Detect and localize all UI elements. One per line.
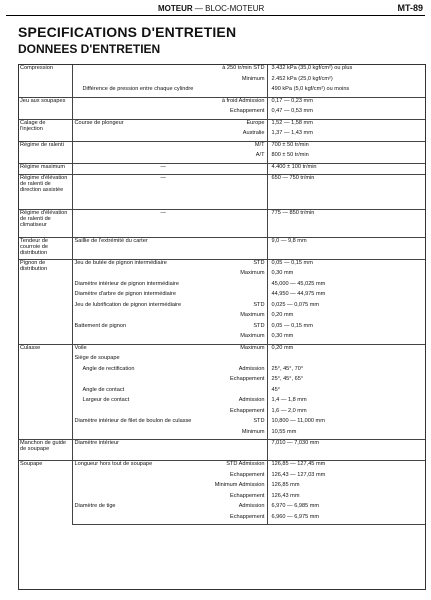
spec-row bbox=[18, 514, 426, 525]
spec-value: 650 — 750 tr/min bbox=[271, 175, 315, 181]
spec-description-cell bbox=[72, 344, 168, 355]
spec-condition: Maximum bbox=[240, 344, 265, 351]
spec-condition: Admission bbox=[238, 365, 265, 372]
spec-condition-cell bbox=[168, 175, 267, 210]
spec-value: 10,800 — 11,000 mm bbox=[271, 418, 325, 425]
spec-condition-cell bbox=[168, 333, 267, 344]
spec-condition-cell bbox=[168, 312, 267, 323]
spec-description: — bbox=[160, 210, 166, 216]
spec-row bbox=[18, 238, 426, 259]
spec-value-cell bbox=[267, 323, 426, 334]
spec-condition: STD bbox=[253, 322, 265, 329]
spec-condition: Minimum bbox=[241, 428, 265, 435]
spec-description: Voile bbox=[74, 344, 87, 351]
group-label: Manchon de guide de soupape bbox=[20, 440, 67, 453]
spec-row bbox=[18, 472, 426, 483]
spec-row bbox=[18, 291, 426, 302]
spec-description-cell bbox=[72, 130, 168, 141]
spec-condition: à froid Admission bbox=[221, 97, 265, 104]
spec-value: 7,010 — 7,030 mm bbox=[271, 440, 320, 447]
spec-value: 6,970 — 6,985 mm bbox=[271, 503, 320, 510]
spec-value-cell bbox=[267, 163, 426, 175]
group-label-cell bbox=[18, 119, 72, 141]
spec-condition: STD bbox=[253, 418, 265, 425]
spec-value: 800 ± 50 tr/min bbox=[271, 152, 309, 158]
spec-value-cell bbox=[267, 333, 426, 344]
spec-description-cell bbox=[72, 175, 168, 210]
header-rule bbox=[6, 15, 425, 16]
spec-table-body bbox=[18, 65, 426, 525]
spec-value: 0,20 mm bbox=[271, 344, 294, 351]
spec-row bbox=[18, 119, 426, 130]
spec-row bbox=[18, 482, 426, 493]
spec-description-cell bbox=[72, 119, 168, 130]
spec-condition-cell bbox=[168, 482, 267, 493]
page-number: MT-89 bbox=[397, 3, 423, 13]
spec-value-cell bbox=[267, 366, 426, 377]
spec-condition-cell bbox=[168, 461, 267, 472]
spec-condition-cell bbox=[168, 65, 267, 76]
spec-row bbox=[18, 108, 426, 119]
spec-value-cell bbox=[267, 259, 426, 270]
spec-description-cell bbox=[72, 397, 168, 408]
header-section bbox=[158, 4, 264, 13]
spec-value: 45° bbox=[271, 386, 280, 393]
spec-value: 0,025 — 0,075 mm bbox=[271, 301, 320, 308]
spec-value: 126,85 — 127,45 mm bbox=[271, 461, 326, 468]
spec-value-cell bbox=[267, 482, 426, 493]
spec-row bbox=[18, 333, 426, 344]
spec-value-cell bbox=[267, 472, 426, 483]
spec-row bbox=[18, 418, 426, 429]
spec-description-cell bbox=[72, 355, 168, 366]
spec-row bbox=[18, 461, 426, 472]
spec-description: Diamètre d'arbre de pignon intermédiaire bbox=[74, 291, 176, 298]
spec-value: 25°, 45°, 65° bbox=[271, 376, 304, 383]
spec-description: Longueur hors tout de soupape bbox=[74, 461, 153, 468]
spec-condition: M/T bbox=[254, 141, 265, 148]
spec-row bbox=[18, 175, 426, 210]
spec-description: Diamètre intérieur bbox=[74, 440, 119, 447]
spec-condition: Europe bbox=[246, 119, 265, 126]
spec-value-cell bbox=[267, 418, 426, 429]
spec-value-cell bbox=[267, 65, 426, 76]
spec-condition-cell bbox=[168, 281, 267, 292]
spec-condition-cell bbox=[168, 141, 267, 152]
spec-description: Battement de pignon bbox=[74, 322, 127, 329]
spec-condition-cell bbox=[168, 97, 267, 108]
spec-value: 126,43 mm bbox=[271, 492, 300, 499]
spec-condition: A/T bbox=[255, 152, 265, 158]
spec-value-cell bbox=[267, 387, 426, 398]
spec-row bbox=[18, 440, 426, 461]
spec-description: Angle de contact bbox=[82, 386, 125, 393]
spec-condition: à 250 tr/min STD bbox=[222, 65, 265, 71]
spec-condition-cell bbox=[168, 323, 267, 334]
spec-value-cell bbox=[267, 312, 426, 323]
spec-condition: Admission bbox=[238, 397, 265, 404]
spec-description-cell bbox=[72, 270, 168, 281]
spec-description: Jeu de butée de pignon intermédiaire bbox=[74, 259, 167, 266]
spec-condition-cell bbox=[168, 472, 267, 483]
group-label-cell bbox=[18, 210, 72, 238]
spec-condition-cell bbox=[168, 108, 267, 119]
spec-value: 0,05 — 0,15 mm bbox=[271, 259, 313, 266]
group-label-cell bbox=[18, 163, 72, 175]
spec-description-cell bbox=[72, 280, 179, 292]
spec-condition-cell bbox=[168, 440, 267, 461]
spec-row bbox=[18, 312, 426, 323]
header-dash: — bbox=[194, 4, 203, 13]
spec-value: 2.452 kPa (25,0 kgf/cm²) bbox=[271, 75, 333, 82]
spec-condition-cell bbox=[168, 376, 267, 387]
spec-condition-cell bbox=[168, 259, 267, 270]
spec-row bbox=[18, 355, 426, 366]
spec-value: 126,85 mm bbox=[271, 482, 300, 489]
group-label-cell bbox=[18, 97, 72, 119]
spec-value: 1,4 — 1,8 mm bbox=[271, 397, 307, 404]
spec-table bbox=[18, 64, 426, 525]
spec-value: 9,0 — 9,8 mm bbox=[271, 238, 307, 245]
spec-row bbox=[18, 210, 426, 238]
spec-value-cell bbox=[267, 408, 426, 419]
spec-row bbox=[18, 130, 426, 141]
group-label: Culasse bbox=[20, 344, 41, 351]
spec-condition-cell bbox=[168, 366, 267, 377]
spec-condition-cell bbox=[168, 355, 267, 366]
spec-description: Largeur de contact bbox=[82, 397, 130, 404]
spec-value: 0,05 — 0,15 mm bbox=[271, 322, 313, 329]
spec-condition: STD bbox=[253, 259, 265, 266]
spec-row bbox=[18, 86, 426, 97]
header-section-title: MOTEUR bbox=[158, 4, 193, 13]
spec-description-cell bbox=[72, 503, 168, 514]
spec-condition: Admission bbox=[238, 503, 265, 510]
spec-condition: STD bbox=[253, 301, 265, 308]
group-label: Régime d'élévation de ralenti de climatiseur bbox=[20, 210, 68, 229]
spec-condition: Echappement bbox=[229, 407, 265, 414]
spec-condition: Maximum bbox=[240, 270, 265, 277]
spec-condition-cell bbox=[168, 163, 267, 175]
group-label-cell bbox=[18, 238, 72, 259]
spec-condition-cell bbox=[168, 152, 267, 163]
spec-value-cell bbox=[267, 97, 426, 108]
spec-condition: STD Admission bbox=[226, 461, 265, 468]
spec-value: 25°, 45°, 70° bbox=[271, 365, 304, 372]
group-label: Tendeur de courroie de distribution bbox=[20, 238, 48, 257]
spec-description: Différence de pression entre chaque cylindre bbox=[82, 86, 194, 92]
spec-description-cell bbox=[72, 333, 168, 344]
spec-description-cell bbox=[72, 429, 168, 440]
spec-value-cell bbox=[267, 503, 426, 514]
spec-row bbox=[18, 344, 426, 355]
page-title: SPECIFICATIONS D'ENTRETIEN bbox=[18, 24, 237, 40]
spec-description-cell bbox=[72, 210, 168, 238]
spec-description-cell bbox=[72, 259, 168, 270]
group-label-cell bbox=[18, 141, 72, 163]
spec-value: 1,37 — 1,43 mm bbox=[271, 130, 313, 136]
spec-condition: Minimum Admission bbox=[214, 482, 265, 489]
spec-row bbox=[18, 503, 426, 514]
spec-description: — bbox=[160, 163, 166, 170]
spec-value-cell bbox=[267, 514, 426, 525]
group-label: Jeu aux soupapes bbox=[20, 97, 66, 104]
spec-row bbox=[18, 259, 426, 270]
spec-value-cell bbox=[267, 397, 426, 408]
spec-value: 0,47 — 0,53 mm bbox=[271, 108, 313, 114]
spec-description-cell bbox=[72, 163, 168, 175]
spec-row bbox=[18, 302, 426, 313]
spec-value-cell bbox=[267, 86, 426, 97]
group-label: Régime de ralenti bbox=[20, 141, 64, 148]
spec-condition: Maximum bbox=[240, 312, 265, 319]
spec-value: 3.432 kPa (35,0 kgf/cm²) ou plus bbox=[271, 65, 353, 71]
spec-row bbox=[18, 387, 426, 398]
spec-description: — bbox=[160, 175, 166, 181]
spec-description-cell bbox=[72, 291, 176, 302]
group-label-cell bbox=[18, 344, 72, 440]
spec-value-cell bbox=[267, 175, 426, 210]
group-label-cell bbox=[18, 440, 72, 461]
spec-value-cell bbox=[267, 461, 426, 472]
spec-value-cell bbox=[267, 108, 426, 119]
spec-description-cell bbox=[72, 238, 168, 259]
spec-description-cell bbox=[72, 312, 168, 323]
spec-row bbox=[18, 281, 426, 292]
spec-description: Jeu de lubrification de pignon intermédiaire bbox=[74, 301, 182, 308]
spec-value-cell bbox=[267, 493, 426, 504]
spec-value-cell bbox=[267, 130, 426, 141]
page-header bbox=[0, 0, 431, 20]
spec-condition: Australie bbox=[242, 130, 265, 136]
spec-value-cell bbox=[267, 302, 426, 313]
spec-description-cell bbox=[72, 418, 192, 429]
spec-value-cell bbox=[267, 376, 426, 387]
spec-description-cell bbox=[72, 514, 168, 525]
spec-value-cell bbox=[267, 152, 426, 163]
spec-condition: Echappement bbox=[229, 492, 265, 499]
group-label: Compression bbox=[20, 65, 53, 71]
spec-value: 1,52 — 1,58 mm bbox=[271, 119, 313, 126]
spec-value-cell bbox=[267, 119, 426, 130]
spec-value: 44,950 — 44,975 mm bbox=[271, 291, 326, 298]
spec-value: 0,20 mm bbox=[271, 312, 294, 319]
spec-condition-cell bbox=[168, 514, 267, 525]
header-subsection: BLOC-MOTEUR bbox=[205, 4, 265, 13]
spec-row bbox=[18, 76, 426, 87]
group-label: Calage de l'injection bbox=[20, 119, 46, 132]
spec-row bbox=[18, 270, 426, 281]
spec-condition: Echappement bbox=[229, 513, 265, 520]
spec-description-cell bbox=[72, 472, 168, 483]
group-label: Soupape bbox=[20, 461, 43, 468]
spec-row bbox=[18, 408, 426, 419]
spec-description-cell bbox=[72, 387, 168, 398]
spec-condition-cell bbox=[168, 344, 267, 355]
spec-description-cell bbox=[72, 141, 168, 152]
spec-description-cell bbox=[72, 301, 182, 313]
spec-row bbox=[18, 323, 426, 334]
spec-description: Siège de soupape bbox=[74, 355, 120, 362]
spec-value-cell bbox=[267, 270, 426, 281]
spec-description-cell bbox=[72, 108, 168, 119]
spec-value-cell bbox=[267, 344, 426, 355]
spec-description-cell bbox=[72, 461, 168, 472]
spec-value-cell bbox=[267, 429, 426, 440]
spec-description: Diamètre intérieur de filet de boulon de culasse bbox=[74, 418, 192, 425]
spec-condition: Minimum bbox=[241, 75, 265, 82]
spec-condition-cell bbox=[168, 429, 267, 440]
spec-value-cell bbox=[267, 141, 426, 152]
spec-value: 490 kPa (5,0 kgf/cm²) ou moins bbox=[271, 86, 350, 92]
spec-condition-cell bbox=[168, 270, 267, 281]
spec-description-cell bbox=[72, 482, 168, 493]
spec-description: Angle de rectification bbox=[82, 365, 135, 372]
group-label: Pignon de distribution bbox=[20, 259, 48, 272]
spec-description-cell bbox=[72, 408, 168, 419]
spec-description-cell bbox=[72, 152, 168, 163]
spec-condition-cell bbox=[168, 130, 267, 141]
spec-description: Course de plongeur bbox=[74, 119, 124, 126]
spec-condition-cell bbox=[168, 210, 267, 238]
spec-condition-cell bbox=[168, 397, 267, 408]
spec-description-cell bbox=[72, 366, 168, 377]
spec-description-cell bbox=[72, 65, 168, 76]
spec-value: 0,17 — 0,23 mm bbox=[271, 97, 313, 104]
spec-condition-cell bbox=[168, 76, 267, 87]
spec-condition: Maximum bbox=[240, 333, 265, 340]
spec-row bbox=[18, 493, 426, 504]
spec-value-cell bbox=[267, 355, 426, 366]
spec-condition: Echappement bbox=[229, 471, 265, 478]
spec-value: 775 — 850 tr/min bbox=[271, 210, 315, 216]
spec-value: 1,6 — 2,0 mm bbox=[271, 407, 307, 414]
spec-value-cell bbox=[267, 238, 426, 259]
spec-value: 6,960 — 6,975 mm bbox=[271, 513, 320, 520]
spec-row bbox=[18, 141, 426, 152]
spec-description: Saillie de l'extrémité du carter bbox=[74, 238, 148, 245]
spec-row bbox=[18, 429, 426, 440]
spec-value-cell bbox=[267, 76, 426, 87]
spec-row bbox=[18, 366, 426, 377]
spec-condition: Echappement bbox=[229, 376, 265, 383]
spec-value: 700 ± 50 tr/min bbox=[271, 141, 309, 148]
spec-row bbox=[18, 376, 426, 387]
spec-description-cell bbox=[72, 493, 168, 504]
spec-description-cell bbox=[72, 86, 194, 97]
spec-value-cell bbox=[267, 210, 426, 238]
spec-condition-cell bbox=[168, 302, 267, 313]
spec-description-cell bbox=[72, 97, 168, 108]
spec-row bbox=[18, 163, 426, 175]
spec-condition-cell bbox=[168, 238, 267, 259]
spec-value-cell bbox=[267, 440, 426, 461]
spec-description-cell bbox=[72, 323, 168, 334]
spec-row bbox=[18, 97, 426, 108]
spec-condition-cell bbox=[168, 503, 267, 514]
page-subtitle: DONNEES D'ENTRETIEN bbox=[18, 42, 161, 56]
spec-value: 0,30 mm bbox=[271, 333, 294, 340]
spec-row bbox=[18, 152, 426, 163]
spec-value: 0,30 mm bbox=[271, 270, 294, 277]
spec-condition-cell bbox=[168, 387, 267, 398]
spec-value: 10,55 mm bbox=[271, 428, 297, 435]
group-label: Régime d'élévation de ralenti de direction assistée bbox=[20, 175, 68, 194]
spec-row bbox=[18, 397, 426, 408]
group-label-cell bbox=[18, 65, 72, 98]
group-label-cell bbox=[18, 461, 72, 525]
spec-condition: Echappement bbox=[229, 108, 265, 114]
group-label-cell bbox=[18, 175, 72, 210]
group-label-cell bbox=[18, 259, 72, 344]
group-label: Régime maximum bbox=[20, 163, 66, 170]
spec-description: Diamètre intérieur de pignon intermédiaire bbox=[74, 280, 179, 287]
spec-description-cell bbox=[72, 76, 168, 87]
spec-value-cell bbox=[267, 291, 426, 302]
spec-value-cell bbox=[267, 281, 426, 292]
spec-condition-cell bbox=[168, 493, 267, 504]
spec-row bbox=[18, 65, 426, 76]
spec-description: Diamètre de tige bbox=[74, 503, 116, 510]
spec-description-cell bbox=[72, 376, 168, 387]
spec-value: 45,000 — 45,025 mm bbox=[271, 280, 326, 287]
spec-condition-cell bbox=[168, 119, 267, 130]
spec-condition-cell bbox=[168, 291, 267, 302]
spec-condition-cell bbox=[168, 408, 267, 419]
spec-description-cell bbox=[72, 440, 168, 461]
spec-value: 126,43 — 127,03 mm bbox=[271, 471, 326, 478]
spec-value: 4.400 ± 100 tr/min bbox=[271, 163, 317, 170]
